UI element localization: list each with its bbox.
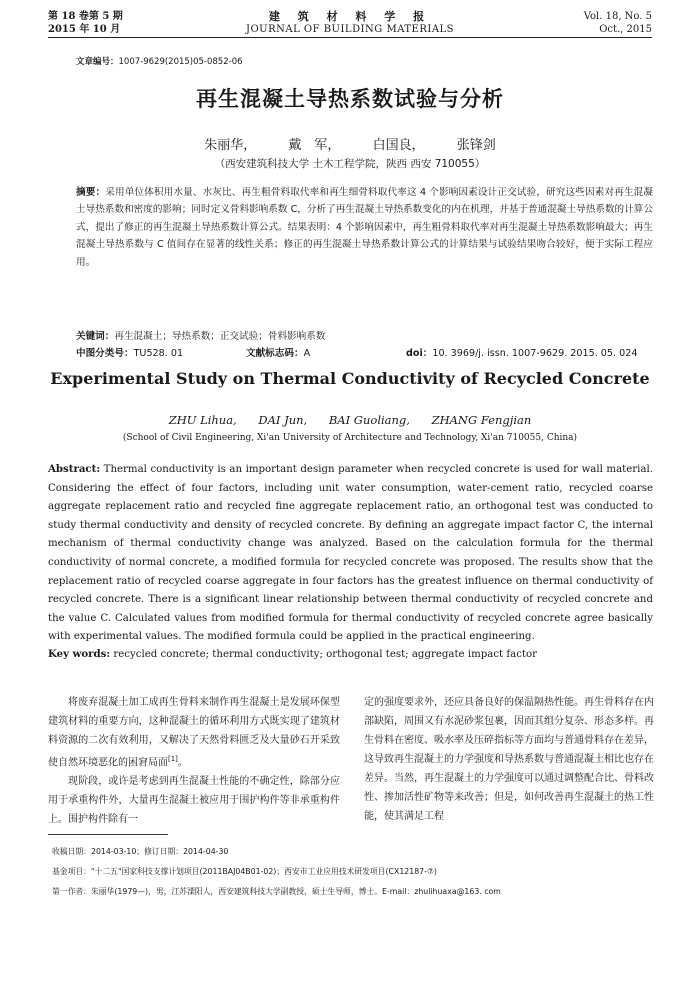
doi	[406, 345, 637, 362]
footnote-received: 收稿日期：2014-03-10；修订日期：2014-04-30	[52, 847, 229, 856]
body-text: 将废弃混凝土加工成再生骨料来制作再生混凝土是发展环保型建筑材料的重要方向，这种混凝土的循环利用方式既实现了建筑材料资源的二次有效利用，又解决了天然骨料匮乏及大量砂石开采致使自然环境恶化的困窘局面	[48, 697, 340, 769]
author-en: ZHU Lihua,	[168, 413, 237, 427]
keywords-en-text: recycled concrete; thermal conductivity; orthogonal test; aggregate impact factor	[113, 649, 538, 660]
classification-row	[76, 345, 653, 362]
keywords-cn	[76, 328, 653, 345]
author-en: ZHANG Fengjian	[431, 413, 532, 427]
author-cn: 白国良，	[372, 138, 425, 153]
meta-cn	[76, 328, 653, 362]
header-volume-en: Vol. 18, No. 5	[583, 11, 652, 22]
body-paragraph: 定的强度要求外，还应具备良好的保温隔热性能。再生骨料存在内部缺陷，周围又有水泥砂浆包裹，因而其组分复杂、形态多样。再生骨料在密度、吸水率及压碎指标等方面均与普通骨料存在差异，这导致再生混凝土的力学强度和导热系数与普通混凝土相比也存在差异。当然，再生混凝土的力学强度可以通过调整配合比、骨料改性、掺加活性矿物等来改善；但是，如何改善再生混凝土的热工性能，使其满足工程	[364, 697, 654, 822]
author-cn: 朱丽华，	[204, 138, 257, 153]
doc-code-value: A	[303, 348, 311, 359]
abstract-cn	[76, 184, 653, 271]
header-date-cn: 2015 年 10 月	[48, 24, 121, 35]
body-column-right	[364, 693, 654, 826]
author-cn: 戴 军，	[288, 138, 341, 153]
footnote-author: 第一作者：朱丽华(1979—)，男，江苏溧阳人，西安建筑科技大学副教授，硕士生导师，博士。E-mail：zhulihuaxa@163. com	[52, 887, 501, 896]
article-number-label: 文章编号：	[76, 57, 119, 67]
authors-en	[0, 413, 700, 427]
footnote-rule	[48, 834, 168, 835]
author-en: BAI Guoliang,	[328, 413, 410, 427]
article-number	[76, 55, 243, 67]
abstract-en	[48, 460, 653, 647]
abstract-en-text: Thermal conductivity is an important design parameter when recycled concrete is used for wall material. Considering the effect of four factors, including unit water consumption, water-cement ratio, recycled coarse aggregate replacement ratio and recycled fine aggregate replacement ratio, an orthogonal test was conducted to study thermal conductivity and density of recycled concrete. By defining an aggregate impact factor C, the internal mechanism of thermal conductivity change was analyzed. Based on the calculation formula for the thermal conductivity of normal concrete, a modified formula for recycled concrete was proposed. The results show that the replacement ratio of recycled coarse aggregate in four factors has the greatest influence on thermal conductivity of recycled concrete. There is a significant linear relationship between thermal conductivity of recycled concrete and the value C. Calculated values from modified formula for thermal conductivity of recycled concrete agree basically with experimental values. The modified formula could be applied in the practical engineering.	[48, 464, 653, 643]
keywords-cn-label: 关键词：	[76, 331, 115, 342]
body-column-left	[48, 693, 340, 829]
article-number-value: 1007-9629(2015)05-0852-06	[118, 57, 243, 67]
authors-cn	[0, 134, 700, 153]
keywords-cn-text: 再生混凝土；导热系数；正交试验；骨料影响系数	[114, 331, 326, 342]
header-issue-block	[584, 10, 652, 36]
header-date-en: Oct., 2015	[599, 24, 652, 35]
journal-name-cn: 建 筑 材 料 学 报	[268, 10, 432, 23]
body-paragraph: 现阶段，或许是考虑到再生混凝土性能的不确定性，除部分应用于承重构件外，大量再生混凝土被应用于围护构件等非承重构件上。围护构件除有一	[48, 776, 340, 826]
document-code	[246, 345, 406, 362]
keywords-en-label: Key words:	[48, 648, 111, 660]
footnotes	[52, 842, 652, 902]
citation-ref[interactable]: [1]	[168, 755, 178, 763]
affiliation-cn: （西安建筑科技大学 土木工程学院，陕西 西安 710055）	[214, 158, 486, 170]
abstract-cn-text: 采用单位体积用水量、水灰比、再生粗骨料取代率和再生细骨料取代率这 4 个影响因素设计正交试验，研究这些因素对再生混凝土导热系数和密度的影响；同时定义骨料影响系数 C，分析了再生混凝土导热系数变化的内在机理，并基于普通混凝土导热系数的计算公式，提出了修正的再生混凝土导热系数计算公式。结果表明：4 个影响因素中，再生粗骨料取代率对再生混凝土导热系数影响最大；再生混凝土导热系数与 C 值间存在显著的线性关系；修正的再生混凝土导热系数计算公式的计算结果与试验结果吻合较好，便于实际工程应用。	[76, 187, 654, 268]
author-en: DAI Jun,	[258, 413, 308, 427]
header-rule	[48, 37, 652, 38]
doc-code-label: 文献标志码：	[246, 348, 304, 359]
affiliation-en: (School of Civil Engineering, Xi'an University of Architecture and Technology, Xi'an 710055, China)	[122, 433, 578, 443]
body-text: 。	[177, 757, 188, 769]
doi-value: 10. 3969/j. issn. 1007-9629. 2015. 05. 024	[432, 348, 638, 359]
header-volume-cn: 第 18 卷第 5 期	[48, 11, 123, 22]
body-paragraph	[48, 693, 340, 772]
doi-label: doi：	[406, 348, 433, 359]
clc-value: TU528. 01	[133, 348, 184, 359]
clc-label: 中图分类号：	[76, 348, 134, 359]
title-cn: 再生混凝土导热系数试验与分析	[196, 87, 504, 111]
footnote-fund: 基金项目："十二五"国家科技支撑计划项目(2011BAJ04B01-02)；西安市工业应用技术研发项目(CX12187-⑦)	[52, 867, 437, 876]
abstract-en-label: Abstract:	[48, 463, 101, 475]
abstract-cn-label: 摘要：	[76, 187, 106, 198]
keywords-en	[48, 645, 653, 664]
clc-number	[76, 345, 246, 362]
title-en: Experimental Study on Thermal Conductivity of Recycled Concrete	[50, 369, 650, 388]
journal-name-en: JOURNAL OF BUILDING MATERIALS	[245, 24, 455, 35]
author-cn: 张锋剑	[456, 138, 496, 153]
